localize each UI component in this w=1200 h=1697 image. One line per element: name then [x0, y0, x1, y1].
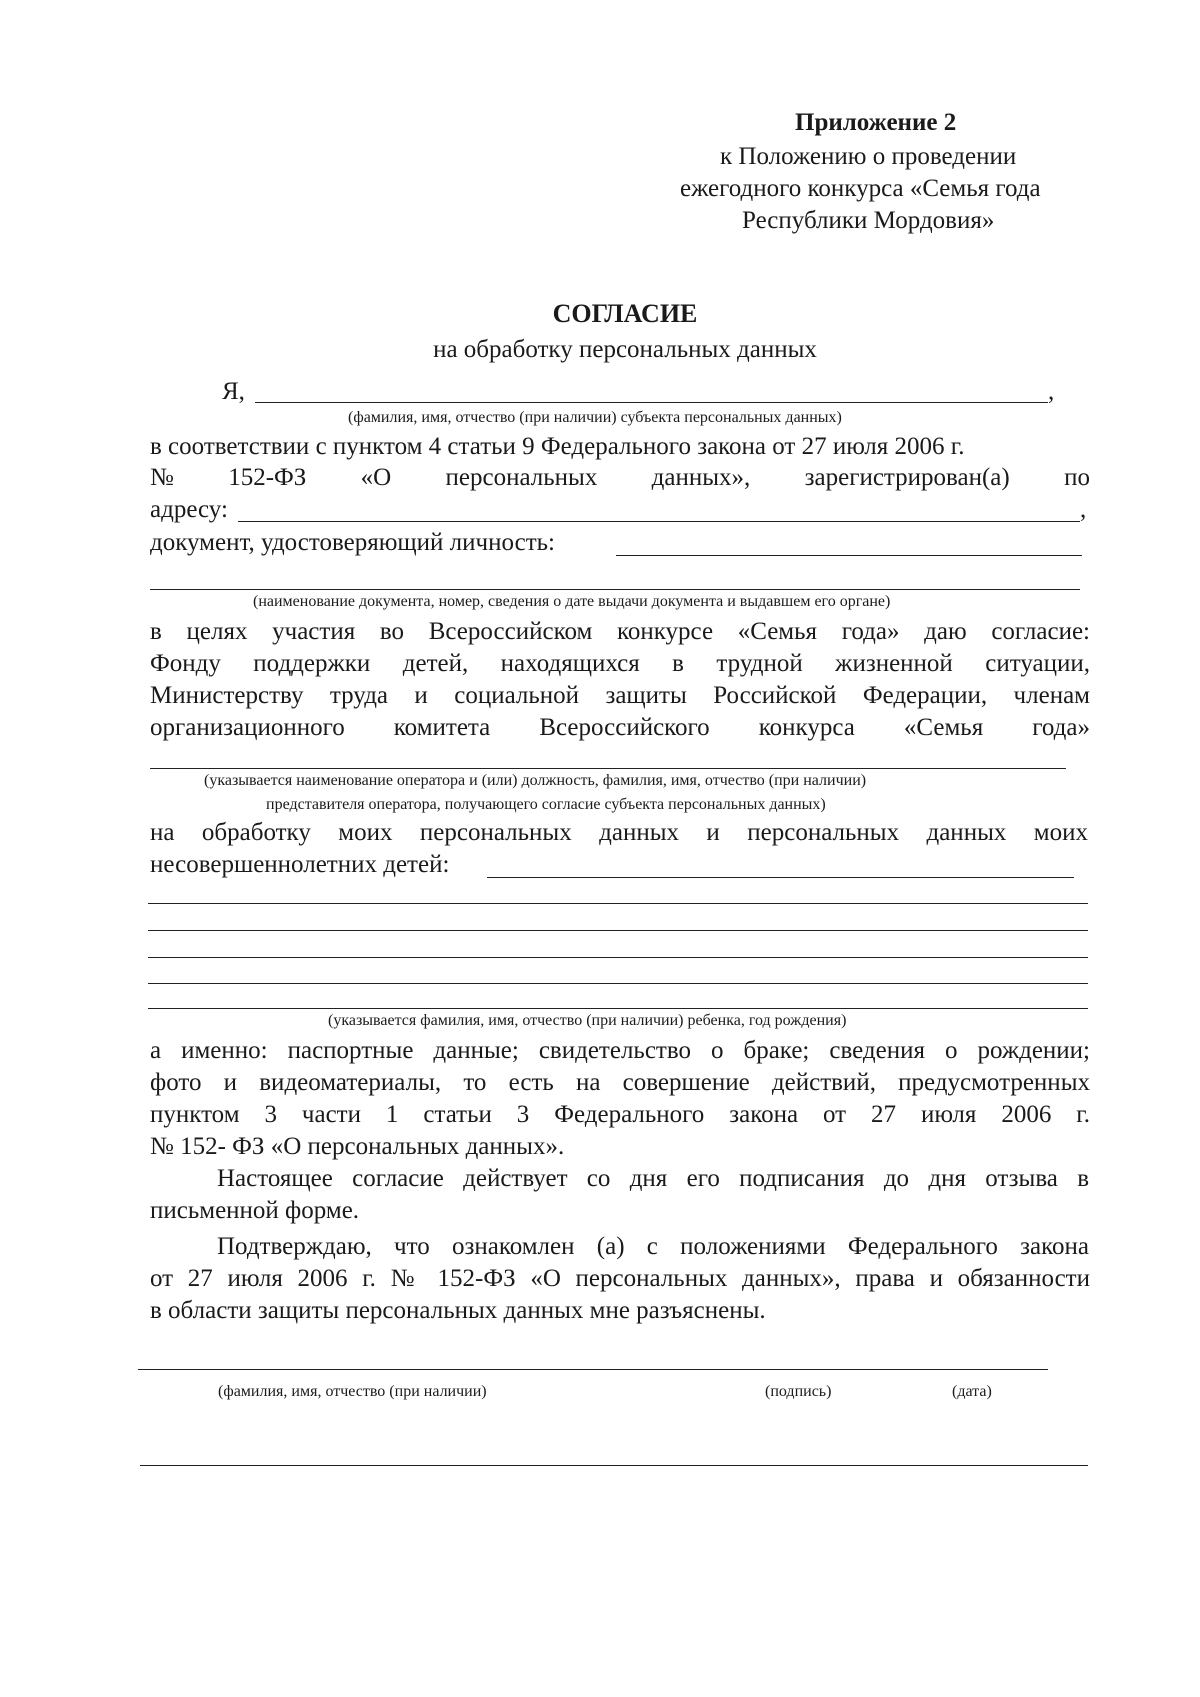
address-comma: ,: [1080, 496, 1087, 523]
law-word: персональных: [445, 464, 598, 491]
document-caption: (наименование документа, номер, сведения о дате выдачи документа и выдавшем его органе): [253, 593, 891, 610]
document-label: документ, удостоверяющий личность:: [150, 529, 555, 556]
data-line-4: № 152- ФЗ «О персональных данных».: [150, 1133, 565, 1160]
law-word: №: [150, 464, 174, 491]
law-line-2: [150, 462, 1090, 494]
address-label: адресу:: [150, 496, 228, 523]
fio-blank-line: [255, 402, 1048, 403]
data-line-2: фото и видеоматериалы, то есть на совершение действий, предусмотренных: [150, 1069, 1090, 1096]
operator-caption-2: представителя оператора, получающего согласие субъекта персональных данных): [266, 796, 826, 813]
data-line-1: а именно: паспортные данные; свидетельство о браке; сведения о рождении;: [150, 1037, 1090, 1064]
appendix-title: Приложение 2: [795, 109, 957, 136]
signature-sign-caption: (подпись): [765, 1383, 832, 1400]
confirm-line-2: от 27 июля 2006 г. № 152-ФЗ «О персональных данных», права и обязанности: [150, 1265, 1090, 1292]
appendix-ref-line-1: к Положению о проведении: [720, 143, 1017, 170]
purpose-line-4: организационного комитета Всероссийского конкурса «Семья года»: [150, 714, 1090, 741]
law-line-1: в соответствии с пунктом 4 статьи 9 Федерального закона от 27 июля 2006 г.: [150, 433, 965, 460]
address-blank-line: [238, 521, 1080, 522]
document-title: СОГЛАСИЕ: [552, 299, 698, 328]
law-word: зарегистрирован(а): [804, 464, 1010, 491]
operator-blank-line: [150, 768, 1066, 769]
law-word: «О: [360, 464, 392, 491]
signature-fio-caption: (фамилия, имя, отчество (при наличии): [218, 1383, 487, 1400]
law-word: данных»,: [651, 464, 751, 491]
validity-line-2: письменной форме.: [150, 1197, 360, 1224]
children-blank-line-6: [148, 1008, 1088, 1009]
operator-caption-1: (указывается наименование оператора и (или) должность, фамилия, имя, отчество (при наличии): [204, 772, 867, 789]
purpose-line-1: в целях участия во Всероссийском конкурсе «Семья года» даю согласие:: [150, 618, 1090, 645]
fio-comma: ,: [1048, 378, 1055, 405]
appendix-ref-line-2: ежегодного конкурса «Семья года: [680, 175, 1041, 202]
child-caption: (указывается фамилия, имя, отчество (при наличии) ребенка, год рождения): [328, 1012, 847, 1029]
children-blank-line-4: [148, 957, 1088, 958]
fio-caption: (фамилия, имя, отчество (при наличии) субъекта персональных данных): [348, 409, 842, 426]
purpose-line-2: Фонду поддержки детей, находящихся в трудной жизненной ситуации,: [150, 650, 1090, 677]
children-blank-line-2: [148, 903, 1088, 904]
confirm-line-1: Подтверждаю, что ознакомлен (а) с положениями Федерального закона: [217, 1233, 1089, 1260]
ya-label: Я,: [222, 378, 245, 405]
children-blank-line-1: [487, 877, 1074, 878]
confirm-line-3: в области защиты персональных данных мне разъяснены.: [150, 1297, 766, 1324]
document-blank-line-2: [150, 589, 1080, 590]
children-blank-line-3: [148, 930, 1088, 931]
document-subtitle: на обработку персональных данных: [433, 336, 817, 363]
children-label: несовершеннолетних детей:: [150, 851, 450, 878]
validity-line-1: Настоящее согласие действует со дня его подписания до дня отзыва в: [217, 1165, 1089, 1192]
law-word: 152-ФЗ: [228, 464, 307, 491]
bottom-blank-line: [140, 1465, 1088, 1466]
data-line-3: пунктом 3 части 1 статьи 3 Федерального закона от 27 июля 2006 г.: [150, 1101, 1090, 1128]
signature-blank-line: [138, 1369, 1048, 1370]
appendix-ref-line-3: Республики Мордовия»: [742, 207, 995, 234]
document-blank-line: [616, 555, 1082, 556]
signature-date-caption: (дата): [952, 1383, 992, 1400]
law-word: по: [1064, 464, 1090, 491]
children-line-1: на обработку моих персональных данных и персональных данных моих: [150, 819, 1088, 846]
children-blank-line-5: [148, 983, 1088, 984]
purpose-line-3: Министерству труда и социальной защиты Российской Федерации, членам: [150, 682, 1090, 709]
